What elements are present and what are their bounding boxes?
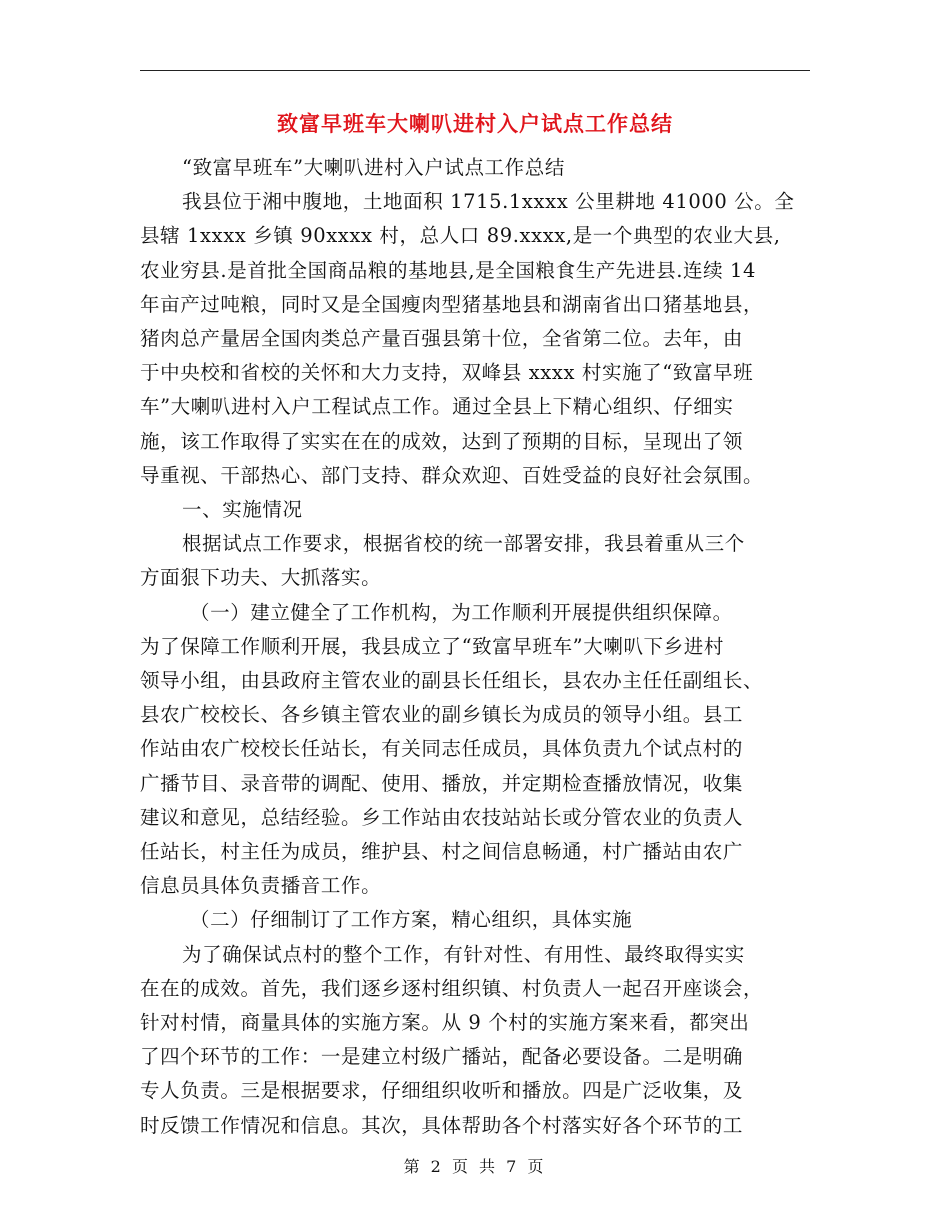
text-line: 时反馈工作情况和信息。其次，具体帮助各个村落实好各个环节的工 [140,1113,744,1137]
text-line: 施，该工作取得了实实在在的成效，达到了预期的目标，呈现出了领 [140,429,744,453]
text-line: 了四个环节的工作：一是建立村级广播站，配备必要设备。二是明确 [140,1045,744,1069]
text-line: 猪肉总产量居全国肉类总产量百强县第十位，全省第二位。去年，由 [140,327,744,351]
text-line: 县辖 1xxxx 乡镇 90xxxx 村，总人口 89.xxxx,是一个典型的农业大县, [140,224,781,248]
subsection-heading: （二）仔细制订了工作方案，精心组织，具体实施 [190,908,633,932]
text-line: 建议和意见，总结经验。乡工作站由农技站站长或分管农业的负责人 [140,805,744,829]
text-line: 作站由农广校校长任站长，有关同志任成员，具体负责九个试点村的 [140,737,744,761]
text-line: 为了保障工作顺利开展，我县成立了“致富早班车”大喇叭下乡进村 [140,634,724,658]
text-line: 我县位于湘中腹地，土地面积 1715.1xxxx 公里耕地 41000 公。全 [182,190,795,214]
header-rule [140,70,810,71]
text-line: 任站长，村主任为成员，维护县、村之间信息畅通，村广播站由农广 [140,840,744,864]
text-line: 方面狠下功夫、大抓落实。 [140,566,382,590]
text-line: 车”大喇叭进村入户工程试点工作。通过全县上下精心组织、仔细实 [140,395,734,419]
text-line: 于中央校和省校的关怀和大力支持，双峰县 xxxx 村实施了“致富早班 [140,361,754,385]
text-line: 在在的成效。首先，我们逐乡逐村组织镇、村负责人一起召开座谈会， [140,976,764,1000]
document-body [140,151,810,1143]
section-heading: 一、实施情况 [182,498,303,522]
text-line: 根据试点工作要求，根据省校的统一部署安排，我县着重从三个 [182,532,745,556]
page-footer: 第 2 页 共 7 页 [403,1157,547,1176]
text-line: 信息员具体负责播音工作。 [140,874,382,898]
document-title: 致富早班车大喇叭进村入户试点工作总结 [277,112,673,136]
text-line: 农业穷县.是首批全国商品粮的基地县,是全国粮食生产先进县.连续 14 [140,258,757,282]
text-line: 专人负责。三是根据要求，仔细组织收听和播放。四是广泛收集，及 [140,1079,744,1103]
text-line: “致富早班车”大喇叭进村入户试点工作总结 [182,156,565,179]
text-line: 县农广校校长、各乡镇主管农业的副乡镇长为成员的领导小组。县工 [140,703,744,727]
subsection-heading: （一）建立健全了工作机构，为工作顺利开展提供组织保障。 [190,600,733,624]
text-line: 导重视、干部热心、部门支持、群众欢迎、百姓受益的良好社会氛围。 [140,463,764,487]
text-line: 针对村情，商量具体的实施方案。从 9 个村的实施方案来看，都突出 [140,1011,750,1035]
text-line: 领导小组，由县政府主管农业的副县长任组长，县农办主任任副组长、 [140,669,764,693]
text-line: 为了确保试点村的整个工作，有针对性、有用性、最终取得实实 [182,942,745,966]
text-line: 年亩产过吨粮，同时又是全国瘦肉型猪基地县和湖南省出口猪基地县， [140,292,764,316]
text-line: 广播节目、录音带的调配、使用、播放，并定期检查播放情况，收集 [140,771,744,795]
